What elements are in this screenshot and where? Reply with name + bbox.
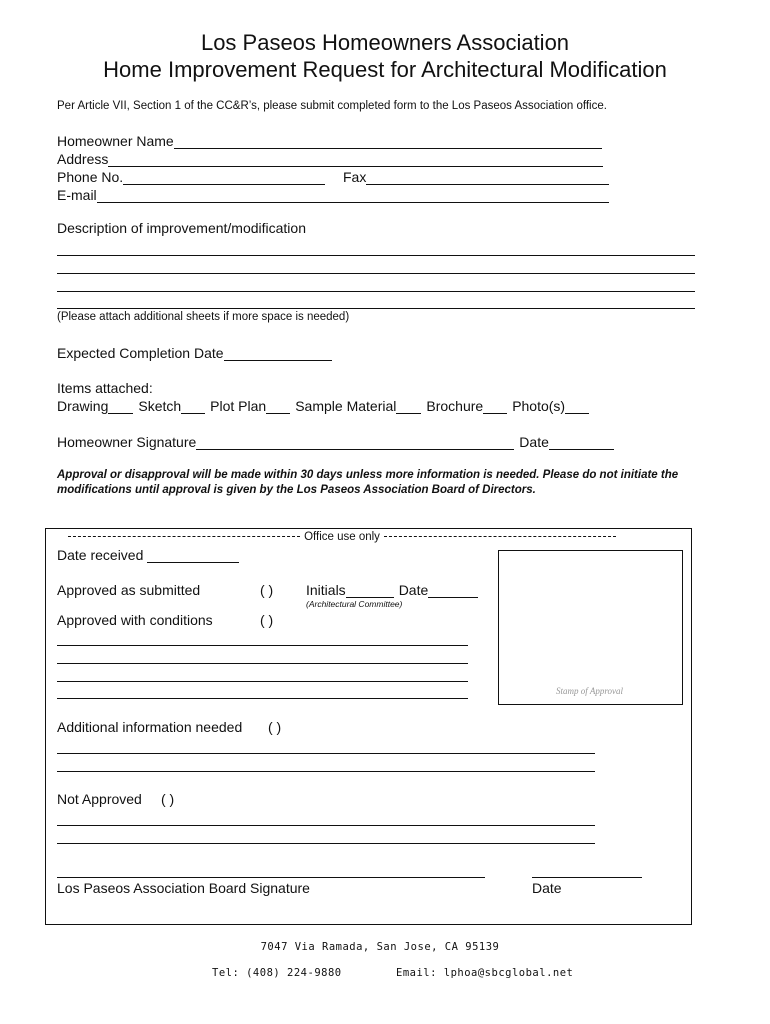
item-drawing-line[interactable]: [108, 400, 133, 414]
phone-field[interactable]: [57, 169, 325, 185]
not-approved-line[interactable]: [57, 825, 595, 826]
address-line[interactable]: [108, 153, 603, 167]
initials-line[interactable]: [346, 584, 394, 598]
completion-date-label: Expected Completion Date: [57, 345, 224, 361]
fax-line[interactable]: [366, 171, 609, 185]
email-label: E-mail: [57, 187, 97, 203]
board-signature-date-label: Date: [532, 880, 562, 896]
item-sample-material: Sample Material: [295, 398, 397, 414]
description-label: Description of improvement/modification: [57, 220, 306, 236]
description-line[interactable]: [57, 255, 695, 256]
item-sketch-line[interactable]: [181, 400, 205, 414]
item-brochure-line[interactable]: [483, 400, 507, 414]
fax-field[interactable]: [343, 169, 609, 185]
initials-date-label: Date: [398, 582, 429, 598]
conditions-line[interactable]: [57, 663, 468, 664]
item-sketch: Sketch: [138, 398, 182, 414]
items-attached-label: Items attached:: [57, 380, 153, 396]
homeowner-name-label: Homeowner Name: [57, 133, 174, 149]
office-use-label: Office use only: [57, 531, 627, 543]
address-label: Address: [57, 151, 109, 167]
item-sample-material-line[interactable]: [396, 400, 421, 414]
homeowner-signature-label: Homeowner Signature: [57, 434, 197, 450]
item-brochure: Brochure: [426, 398, 484, 414]
items-attached-row: [57, 398, 589, 414]
fax-label: Fax: [343, 169, 367, 185]
item-photos-line[interactable]: [565, 400, 589, 414]
address-field[interactable]: [57, 151, 603, 167]
form-title-line1: Los Paseos Homeowners Association: [200, 30, 570, 55]
item-plot-plan-line[interactable]: [266, 400, 290, 414]
completion-date-line[interactable]: [224, 347, 332, 361]
item-plot-plan: Plot Plan: [210, 398, 267, 414]
intro-text: Per Article VII, Section 1 of the CC&R’s, please submit completed form to the Los Paseos Association office.: [57, 100, 607, 112]
completion-date-field[interactable]: [57, 345, 332, 361]
initials-field[interactable]: [306, 582, 478, 598]
homeowner-signature-field[interactable]: [57, 434, 614, 450]
architectural-committee-label: (Architectural Committee): [306, 599, 403, 609]
approved-as-submitted-checkbox[interactable]: ( ): [260, 582, 274, 598]
form-title-line2: Home Improvement Request for Architectural Modification: [103, 57, 667, 82]
stamp-of-approval-label: Stamp of Approval: [556, 686, 623, 696]
additional-info-checkbox[interactable]: ( ): [268, 719, 282, 735]
homeowner-name-field[interactable]: [57, 133, 602, 149]
not-approved-line[interactable]: [57, 843, 595, 844]
homeowner-name-line[interactable]: [174, 135, 602, 149]
conditions-line[interactable]: [57, 681, 468, 682]
description-line[interactable]: [57, 308, 695, 309]
additional-info-label: Additional information needed: [57, 719, 243, 735]
signature-date-line[interactable]: [549, 436, 614, 450]
description-line[interactable]: [57, 273, 695, 274]
stamp-of-approval-box: [498, 550, 683, 705]
approved-with-conditions-checkbox[interactable]: ( ): [260, 612, 274, 628]
board-signature-line[interactable]: [57, 877, 485, 878]
date-received-field[interactable]: [57, 547, 239, 563]
footer-telephone: Tel: (408) 224-9880: [212, 967, 342, 979]
not-approved-label: Not Approved: [57, 791, 142, 807]
date-received-label: Date received: [57, 547, 144, 563]
initials-date-line[interactable]: [428, 584, 478, 598]
not-approved-checkbox[interactable]: ( ): [161, 791, 175, 807]
email-field[interactable]: [57, 187, 609, 203]
initials-label: Initials: [306, 582, 346, 598]
description-line[interactable]: [57, 291, 695, 292]
additional-info-line[interactable]: [57, 771, 595, 772]
item-drawing: Drawing: [57, 398, 109, 414]
additional-info-line[interactable]: [57, 753, 595, 754]
conditions-line[interactable]: [57, 645, 468, 646]
phone-label: Phone No.: [57, 169, 124, 185]
footer-email: Email: lphoa@sbcglobal.net: [396, 967, 574, 979]
board-signature-date-line[interactable]: [532, 877, 642, 878]
signature-date-label: Date: [519, 434, 549, 450]
board-signature-label: Los Paseos Association Board Signature: [57, 880, 310, 896]
date-received-line[interactable]: [147, 549, 239, 563]
approval-note: Approval or disapproval will be made within 30 days unless more information is needed. Please do not initiate the modifications until approval is given by the Los Paseos Association Board of Directors.: [57, 469, 679, 496]
item-photos: Photo(s): [512, 398, 566, 414]
approved-with-conditions-label: Approved with conditions: [57, 612, 213, 628]
approved-as-submitted-label: Approved as submitted: [57, 582, 201, 598]
email-line[interactable]: [97, 189, 609, 203]
footer-address: 7047 Via Ramada, San Jose, CA 95139: [260, 941, 500, 953]
conditions-line[interactable]: [57, 698, 468, 699]
phone-line[interactable]: [123, 171, 325, 185]
attach-note: (Please attach additional sheets if more space is needed): [57, 311, 350, 323]
homeowner-signature-line[interactable]: [196, 436, 514, 450]
